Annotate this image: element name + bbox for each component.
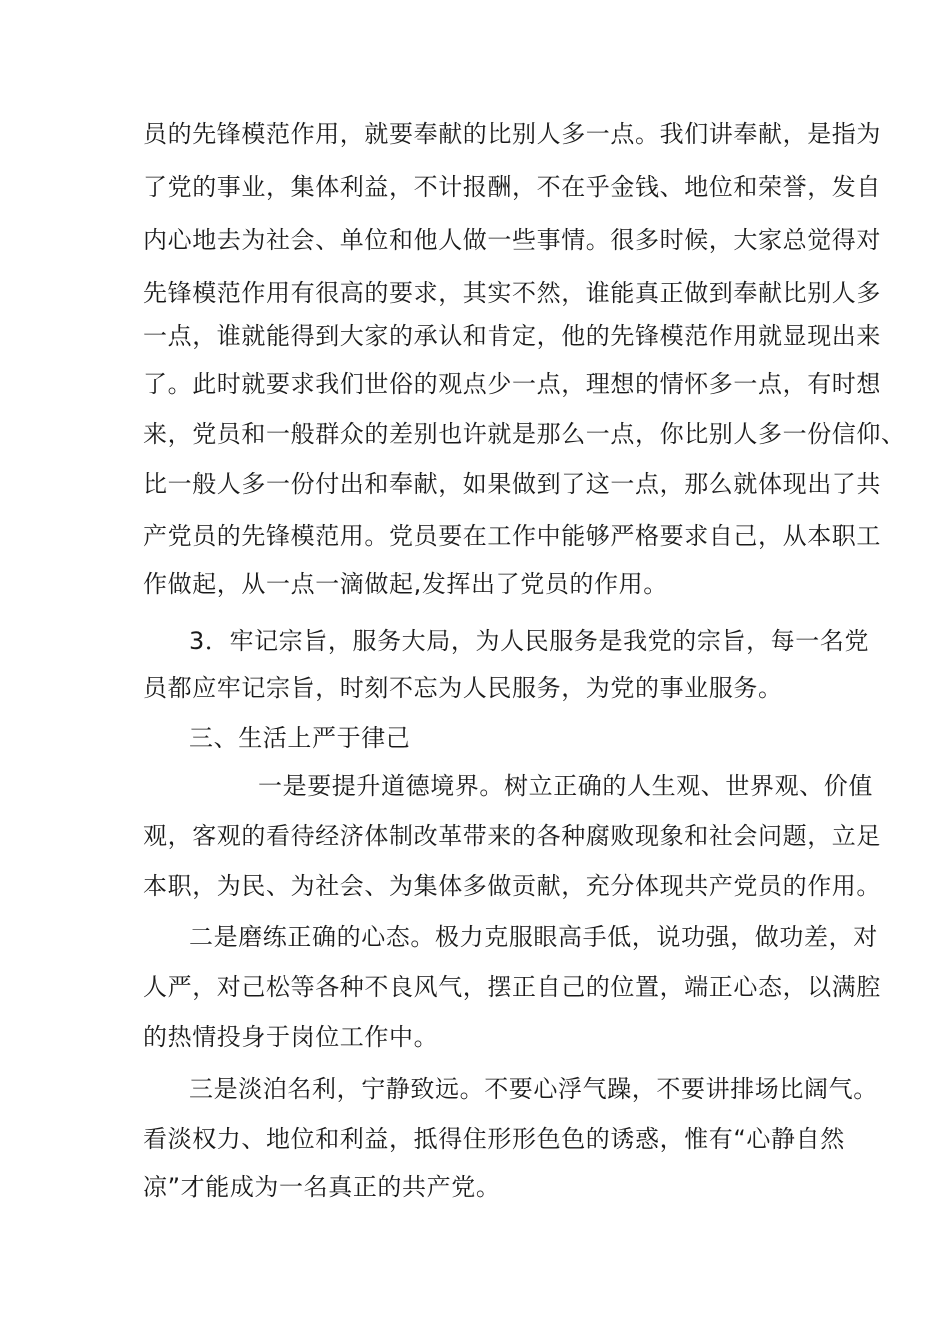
text-line: 一是要提升道德境界。树立正确的人生观、世界观、价值 (258, 772, 873, 800)
text-line: 二是磨练正确的心态。极力克服眼高手低，说功强，做功差，对 (189, 923, 878, 951)
text-line: 看淡权力、地位和利益，抵得住形形色色的诱惑，惟有“心静自然 (143, 1125, 845, 1153)
text-line: 人严，对己松等各种不良风气，摆正自己的位置，端正心态，以满腔 (143, 973, 881, 1001)
text-line: 三是淡泊名利，宁静致远。不要心浮气躁，不要讲排场比阔气。 (189, 1075, 878, 1103)
text-line: 了。此时就要求我们世俗的观点少一点，理想的情怀多一点，有时想 (143, 370, 881, 398)
text-line: 一点，谁就能得到大家的承认和肯定，他的先锋模范作用就显现出来 (143, 322, 881, 350)
text-line: 产党员的先锋模范用。党员要在工作中能够严格要求自己，从本职工 (143, 522, 881, 550)
text-line: 凉”才能成为一名真正的共产党。 (143, 1173, 501, 1201)
text-line: 员的先锋模范作用，就要奉献的比别人多一点。我们讲奉献，是指为 (143, 120, 881, 148)
text-line: 作做起，从一点一滴做起,发挥出了党员的作用。 (143, 570, 668, 598)
text-line: 本职，为民、为社会、为集体多做贡献，充分体现共产党员的作用。 (143, 872, 881, 900)
text-line: 了党的事业，集体利益，不计报酬，不在乎金钱、地位和荣誉，发自 (143, 173, 881, 201)
text-line: 先锋模范作用有很高的要求，其实不然，谁能真正做到奉献比别人多 (143, 279, 881, 307)
text-line: 观，客观的看待经济体制改革带来的各种腐败现象和社会问题，立足 (143, 822, 881, 850)
text-line: 3．牢记宗旨，服务大局，为人民服务是我党的宗旨，每一名党 (189, 627, 870, 655)
heading-text: 三、生活上严于律己 (189, 724, 411, 752)
text-line: 的热情投身于岗位工作中。 (143, 1023, 439, 1051)
text-line: 内心地去为社会、单位和他人做一些事情。很多时候，大家总觉得对 (143, 226, 881, 254)
text-line: 比一般人多一份付出和奉献，如果做到了这一点，那么就体现出了共 (143, 470, 881, 498)
text-line: 员都应牢记宗旨，时刻不忘为人民服务，为党的事业服务。 (143, 674, 783, 702)
text-line: 来，党员和一般群众的差别也许就是那么一点，你比别人多一份信仰、 (143, 420, 906, 448)
